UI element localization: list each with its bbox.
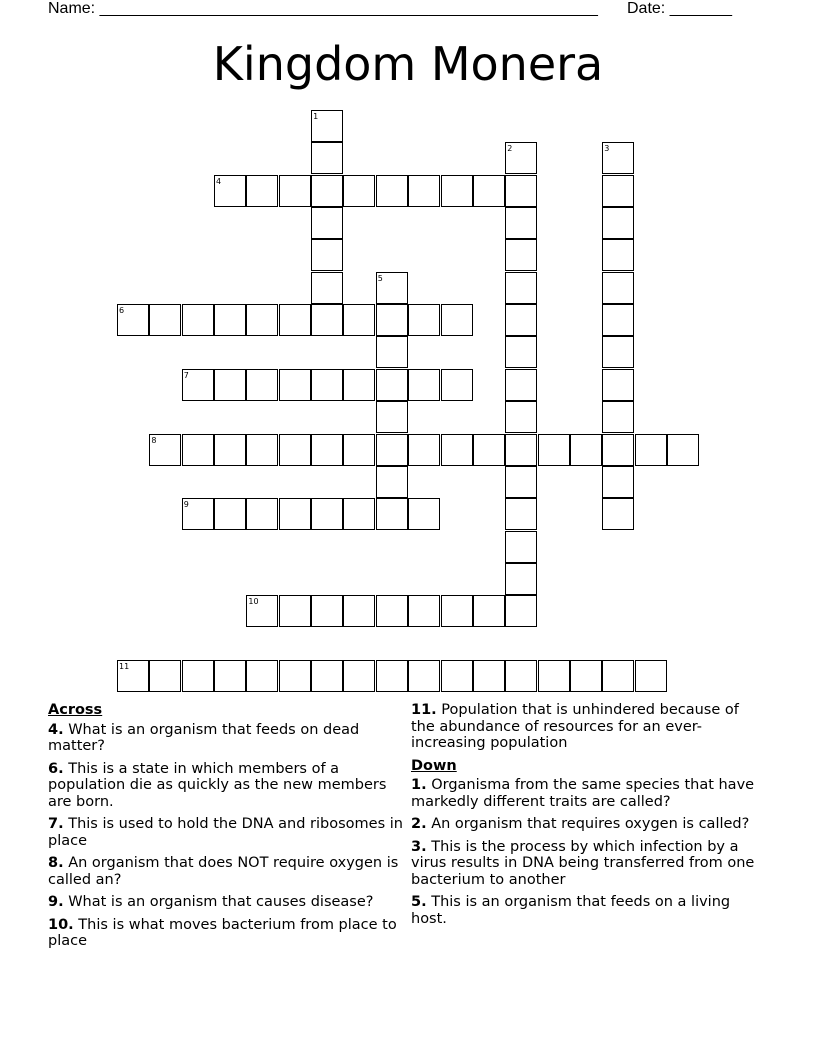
crossword-cell <box>311 595 343 627</box>
page-title: Kingdom Monera <box>212 37 604 91</box>
crossword-cell <box>279 434 311 466</box>
crossword-cell <box>376 660 408 692</box>
down-heading: Down <box>411 757 457 774</box>
crossword-cell <box>311 304 343 336</box>
crossword-cell <box>441 434 473 466</box>
crossword-cell <box>441 595 473 627</box>
crossword-cell <box>408 434 440 466</box>
crossword-cell <box>311 369 343 401</box>
crossword-cell <box>311 498 343 530</box>
crossword-cell <box>343 660 375 692</box>
clue-number: 11. <box>411 702 437 718</box>
clue-text: This is what moves bacterium from place to place <box>48 916 397 949</box>
crossword-cell <box>376 498 408 530</box>
crossword-cell <box>343 498 375 530</box>
clue-number: 6. <box>48 760 64 777</box>
clues-left-column <box>48 702 404 956</box>
clue-text: This is an organism that feeds on a living host. <box>411 894 731 927</box>
clue-number: 1. <box>411 777 427 793</box>
crossword-cell <box>602 175 634 207</box>
crossword-cell <box>505 369 537 401</box>
crossword-cell <box>408 595 440 627</box>
crossword-cell <box>246 175 278 207</box>
crossword-cell <box>473 434 505 466</box>
crossword-cell <box>214 369 246 401</box>
clue-text: An organism that requires oxygen is called? <box>431 816 750 832</box>
crossword-cell <box>602 660 634 692</box>
crossword-cell <box>343 595 375 627</box>
clue-number: 10. <box>48 916 74 933</box>
crossword-cell <box>376 434 408 466</box>
clue-text: This is a state in which members of a population die as quickly as the new members are born. <box>48 760 387 810</box>
crossword-cell <box>246 304 278 336</box>
clue-number-label: 5 <box>377 273 383 283</box>
crossword-cell <box>408 660 440 692</box>
clue-item <box>48 855 404 888</box>
crossword-cell <box>279 304 311 336</box>
crossword-cell <box>311 142 343 174</box>
crossword-cell <box>602 466 634 498</box>
clue-number-label: 9 <box>183 500 189 510</box>
crossword-cell <box>214 434 246 466</box>
clue-number: 8. <box>48 855 64 871</box>
clue-number-label: 4 <box>216 176 222 186</box>
crossword-cell <box>149 304 181 336</box>
crossword-cell <box>570 660 602 692</box>
crossword-cell <box>473 660 505 692</box>
clue-item <box>411 839 763 889</box>
crossword-cell <box>602 207 634 239</box>
clue-text: An organism that does NOT require oxygen is called an? <box>48 855 399 888</box>
crossword-cell <box>214 498 246 530</box>
clue-text: What is an organism that causes disease? <box>68 894 374 910</box>
crossword-cell <box>279 660 311 692</box>
clue-item <box>48 816 404 849</box>
crossword-cell <box>408 304 440 336</box>
crossword-cell <box>408 175 440 207</box>
crossword-cell <box>505 595 537 627</box>
crossword-cell <box>376 175 408 207</box>
crossword-cell <box>667 434 699 466</box>
crossword-cell <box>376 369 408 401</box>
clue-item <box>411 816 763 833</box>
crossword-cell <box>602 336 634 368</box>
crossword-cell <box>343 369 375 401</box>
clue-number: 7. <box>48 816 64 832</box>
clue-number-label: 8 <box>151 435 157 445</box>
crossword-cell <box>602 272 634 304</box>
clue-item <box>48 761 404 811</box>
crossword-cell <box>441 175 473 207</box>
crossword-cell <box>376 304 408 336</box>
crossword-cell <box>505 563 537 595</box>
crossword-cell <box>441 660 473 692</box>
crossword-cell <box>311 272 343 304</box>
clue-item <box>411 894 763 927</box>
crossword-cell <box>311 239 343 271</box>
clue-number-label: 1 <box>313 112 319 121</box>
crossword-cell <box>602 304 634 336</box>
crossword-cell <box>505 660 537 692</box>
crossword-cell <box>602 434 634 466</box>
clue-number-label: 2 <box>507 144 513 154</box>
across-heading: Across <box>48 702 103 718</box>
crossword-cell <box>441 369 473 401</box>
crossword-cell <box>214 660 246 692</box>
clue-text: What is an organism that feeds on dead matter? <box>48 721 360 754</box>
crossword-cell <box>602 369 634 401</box>
clue-number: 9. <box>48 894 64 910</box>
crossword-cell <box>505 239 537 271</box>
crossword-cell <box>182 434 214 466</box>
crossword-cell <box>570 434 602 466</box>
clue-item <box>48 917 404 950</box>
clue-number-label: 10 <box>248 597 259 607</box>
name-field-label: Name: ________________________________________________________ <box>48 0 598 17</box>
clues-right-column <box>411 702 763 933</box>
crossword-cell <box>246 660 278 692</box>
crossword-cell <box>343 434 375 466</box>
clue-item <box>48 894 404 911</box>
clue-item <box>48 722 404 755</box>
crossword-cell <box>408 369 440 401</box>
clue-text: This is the process by which infection by a virus results in DNA being transferred from one bacterium to another <box>411 838 755 888</box>
crossword-cell <box>214 304 246 336</box>
crossword-cell <box>343 304 375 336</box>
crossword-cell <box>602 401 634 433</box>
clue-number: 5. <box>411 894 427 910</box>
crossword-cell <box>441 304 473 336</box>
crossword-cell <box>473 175 505 207</box>
crossword-cell <box>505 401 537 433</box>
crossword-cell <box>635 434 667 466</box>
crossword-cell <box>246 434 278 466</box>
clue-item <box>411 777 763 810</box>
clue-number-label: 6 <box>119 306 125 316</box>
clue-number: 2. <box>411 816 427 832</box>
clue-number-label: 3 <box>604 144 610 154</box>
clue-text: This is used to hold the DNA and ribosomes in place <box>48 816 403 849</box>
crossword-cell <box>311 660 343 692</box>
clue-number-label: 11 <box>119 661 130 671</box>
down-clue-list <box>411 777 763 927</box>
clue-text: Population that is unhindered because of the abundance of resources for an ever-increasing population <box>411 702 739 751</box>
crossword-cell <box>473 595 505 627</box>
across-clue-list <box>48 722 404 950</box>
crossword-cell <box>635 660 667 692</box>
crossword-cell <box>279 175 311 207</box>
crossword-cell <box>376 401 408 433</box>
clue-text: Organisma from the same species that have markedly different traits are called? <box>411 777 755 810</box>
clue-number-label: 7 <box>183 370 189 380</box>
crossword-cell <box>505 466 537 498</box>
crossword-cell <box>505 531 537 563</box>
crossword-cell <box>538 660 570 692</box>
crossword-cell <box>538 434 570 466</box>
crossword-cell <box>311 434 343 466</box>
crossword-cell <box>279 595 311 627</box>
crossword-cell <box>246 498 278 530</box>
crossword-cell <box>279 498 311 530</box>
crossword-cell <box>182 304 214 336</box>
crossword-cell <box>505 498 537 530</box>
crossword-cell <box>311 175 343 207</box>
crossword-cell <box>376 466 408 498</box>
crossword-cell <box>246 369 278 401</box>
across-clue-list-continued <box>411 702 763 752</box>
crossword-cell <box>408 498 440 530</box>
crossword-cell <box>505 434 537 466</box>
crossword-cell <box>602 239 634 271</box>
crossword-cell <box>311 207 343 239</box>
crossword-cell <box>149 660 181 692</box>
crossword-cell <box>505 304 537 336</box>
crossword-cell <box>182 660 214 692</box>
clue-item <box>411 702 763 752</box>
crossword-cell <box>505 207 537 239</box>
crossword-cell <box>343 175 375 207</box>
crossword-cell <box>505 272 537 304</box>
crossword-cell <box>376 336 408 368</box>
clue-number: 4. <box>48 721 64 738</box>
crossword-cell <box>376 595 408 627</box>
crossword-cell <box>279 369 311 401</box>
crossword-cell <box>505 175 537 207</box>
crossword-cell <box>505 336 537 368</box>
date-field-label: Date: _______ <box>627 0 732 17</box>
clue-number: 3. <box>411 838 427 855</box>
crossword-cell <box>602 498 634 530</box>
